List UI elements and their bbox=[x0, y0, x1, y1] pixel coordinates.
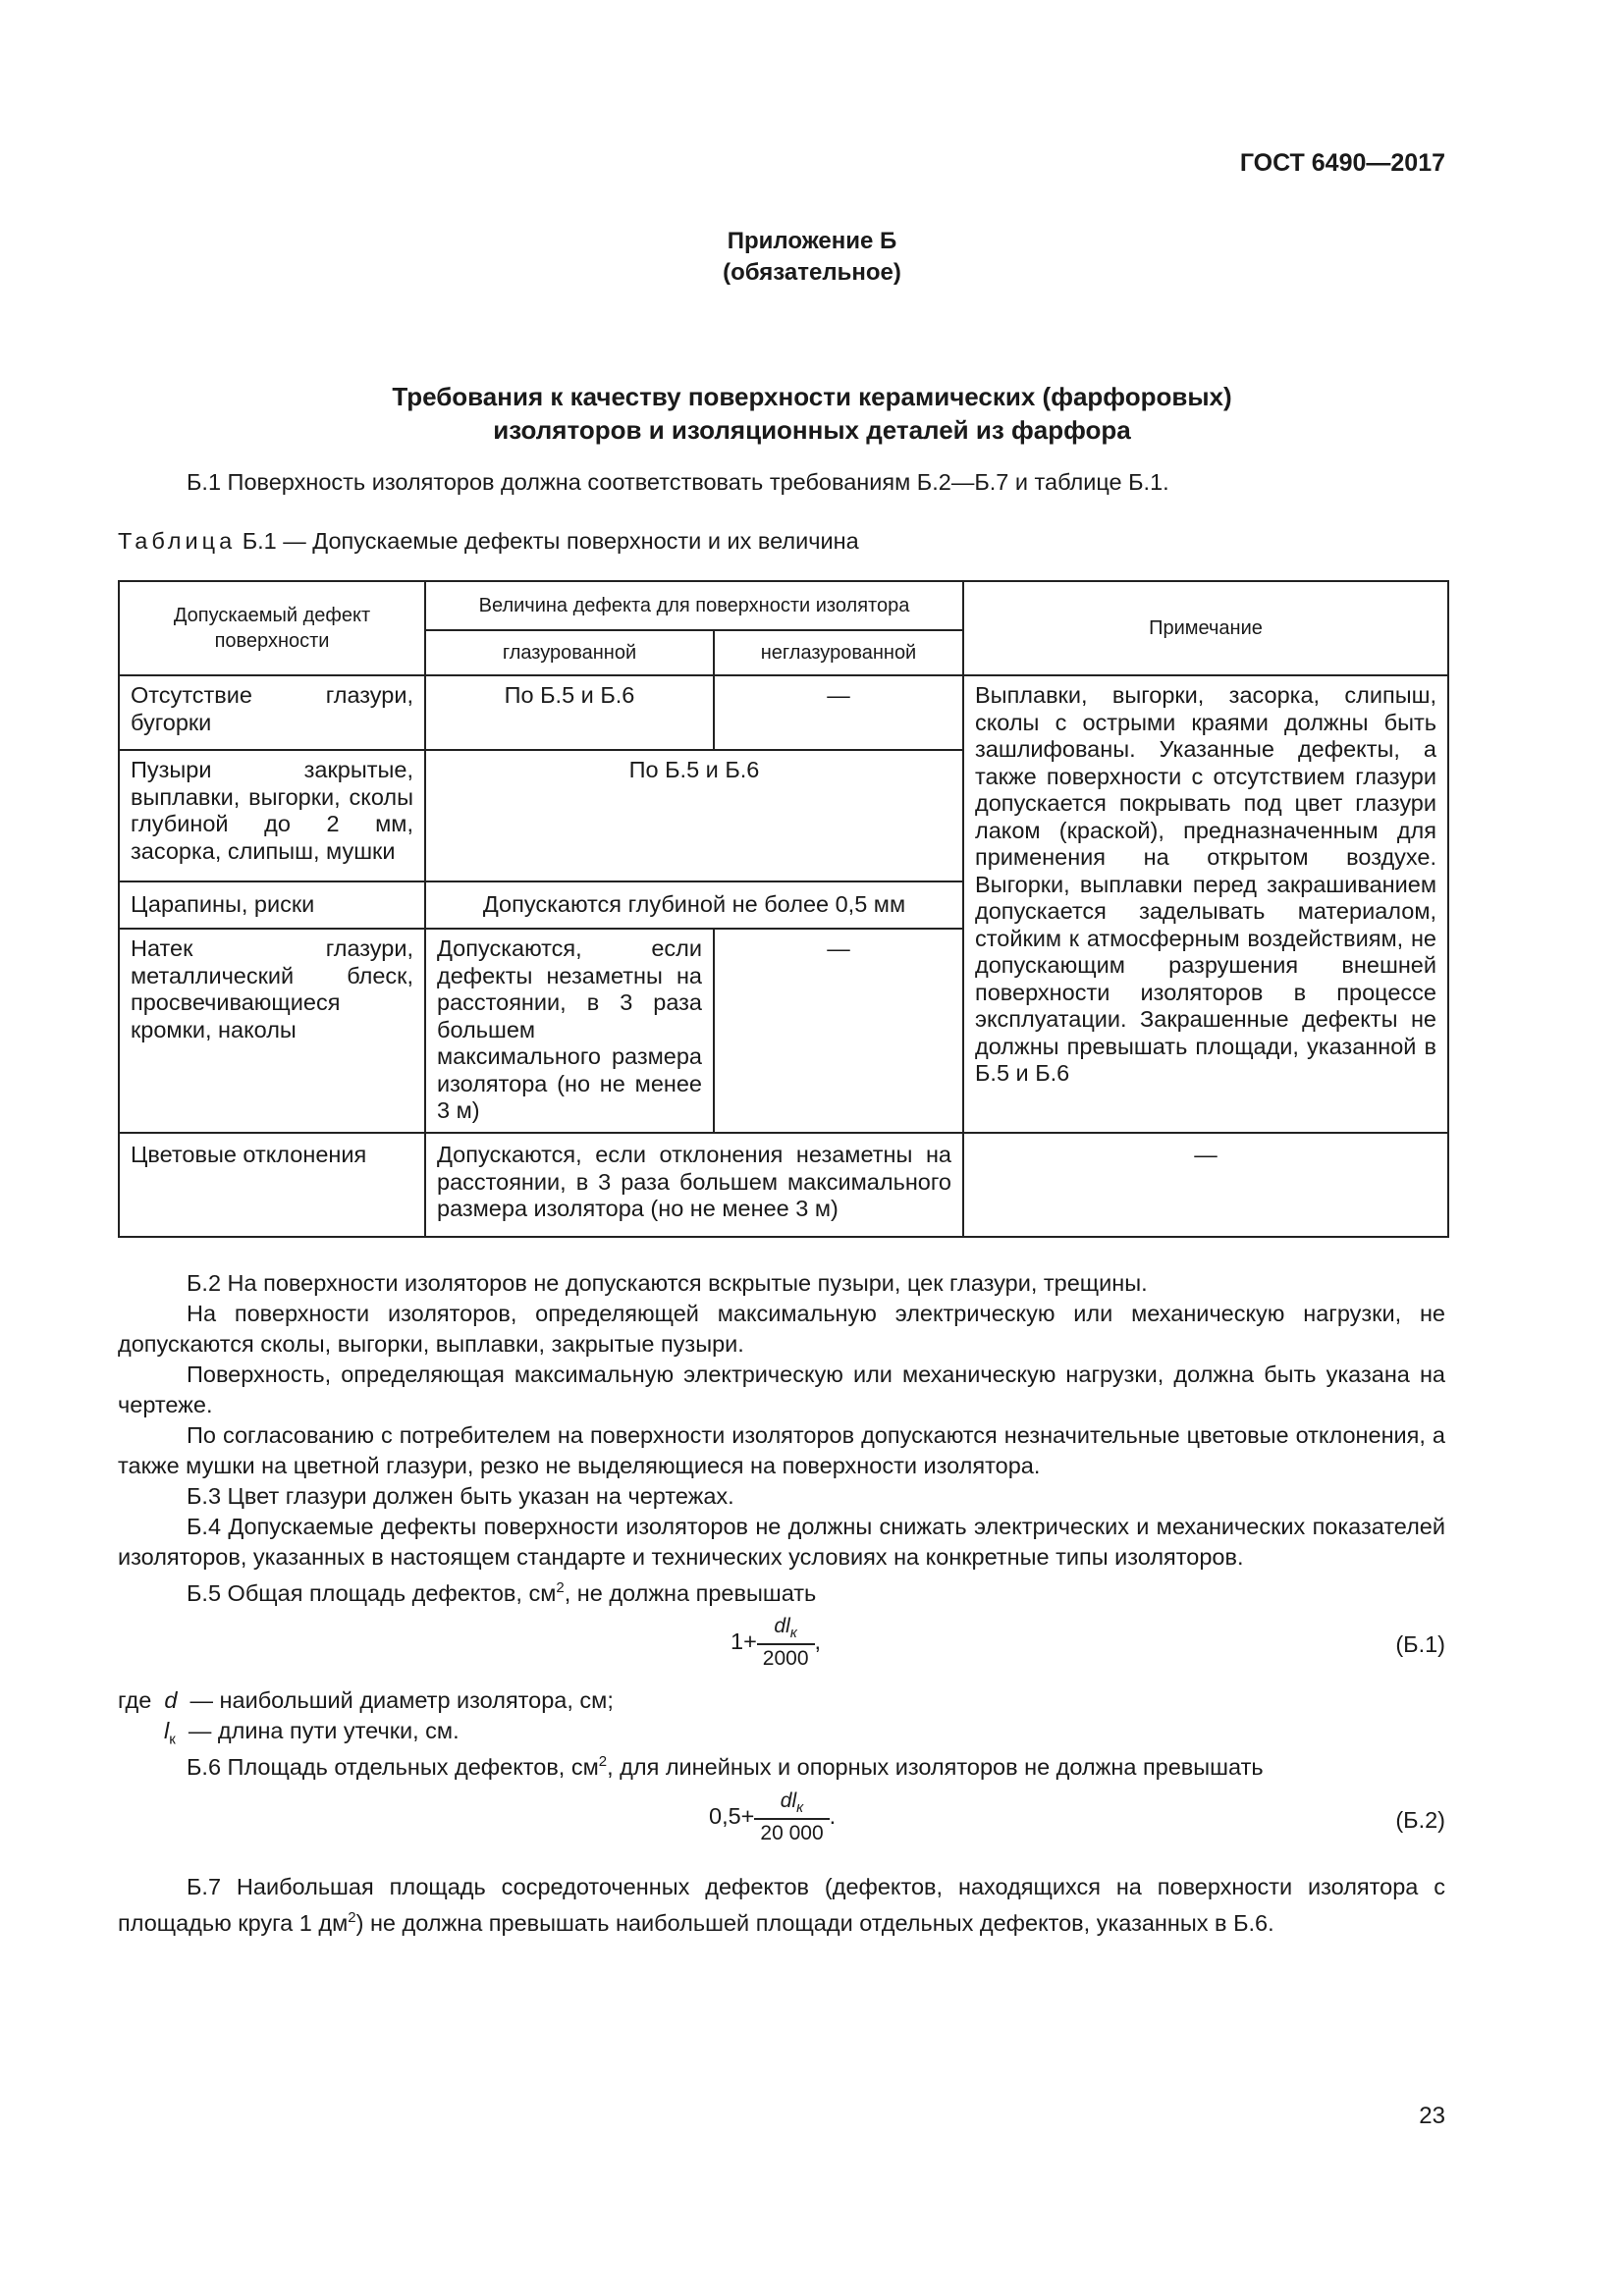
paragraph-b1: Б.1 Поверхность изоляторов должна соответствовать требованиям Б.2—Б.7 и таблице Б.1. bbox=[187, 469, 1169, 495]
cell-defect: Отсутствие глазури, бугорки bbox=[119, 675, 425, 750]
header-unglazed: неглазурованной bbox=[714, 630, 963, 675]
table-row bbox=[119, 675, 1448, 750]
table-caption-text: Б.1 — Допускаемые дефекты поверхности и их величина bbox=[242, 528, 859, 554]
formula-b1-number: (Б.1) bbox=[1395, 1631, 1445, 1657]
header-defect: Допускаемый дефект поверхности bbox=[119, 581, 425, 675]
standard-designation: ГОСТ 6490—2017 bbox=[1239, 149, 1445, 177]
cell-defect: Царапины, риски bbox=[119, 881, 425, 929]
header-note: Примечание bbox=[963, 581, 1448, 675]
cell-defect: Пузыри закрытые, выплавки, выгорки, сколы глубиной до 2 мм, засорка, слипыш, мушки bbox=[119, 750, 425, 881]
appendix-title: Приложение Б bbox=[727, 228, 897, 254]
header-magnitude: Величина дефекта для поверхности изолятора bbox=[425, 581, 963, 630]
where-l: $l_к$ — длина пути утечки, см. bbox=[164, 1718, 460, 1748]
paragraph-b5: Б.5 Общая площадь дефектов, $см^2$, не должна превышать bbox=[187, 1579, 817, 1606]
cell-magnitude-merged: Допускаются, если отклонения незаметны на расстоянии, в 3 раза большем максимального размера изолятора (но не менее 3 м) bbox=[425, 1133, 963, 1237]
cell-magnitude-merged: Допускаются глубиной не более 0,5 мм bbox=[425, 881, 963, 929]
defects-table bbox=[118, 580, 1449, 1238]
paragraph-b2-3: Поверхность, определяющая максимальную электрическую или механическую нагрузки, должна быть указана на чертеже. bbox=[118, 1362, 1445, 1417]
cell-unglazed: — bbox=[714, 929, 963, 1133]
paragraph-b7: Б.7 Наибольшая площадь сосредоточенных дефектов (дефектов, находящихся на поверхности изолятора с площадью круга 1 $дм^2$) не должна превышать наибольшей площади отдельных дефектов, указанных в Б.6. bbox=[118, 1874, 1445, 1936]
formula-b2-number: (Б.2) bbox=[1395, 1807, 1445, 1833]
formula-b2: 0,5+ $\frac{dl_к}{20 000}$ . bbox=[709, 1789, 837, 1845]
cell-note-merged: Выплавки, выгорки, засорка, слипыш, сколы с острыми краями должны быть зашлифованы. Указанные дефекты, а также поверхности с отсутствием глазури допускается покрывать под цвет глазури лаком (краской), предназначенным для применения на открытом воздухе. Выгорки, выплавки перед закрашиванием допускается заделывать материалом, стойким к атмосферным воздействиям, не допускающим разрушения внешней поверхности изоляторов в процессе эксплуатации. Закрашенные дефекты не должны превышать площади, указанной в Б.5 и Б.6 bbox=[963, 675, 1448, 1133]
section-title-line-2: изоляторов и изоляционных деталей из фарфора bbox=[493, 415, 1131, 445]
section-title-line-1: Требования к качеству поверхности керамических (фарфоровых) bbox=[392, 382, 1232, 411]
paragraph-b6: Б.6 Площадь отдельных дефектов, $см^2$, для линейных и опорных изоляторов не должна превышать bbox=[187, 1753, 1264, 1780]
paragraph-b2-2: На поверхности изоляторов, определяющей максимальную электрическую или механическую нагрузки, не допускаются сколы, выгорки, выплавки, закрытые пузыри. bbox=[118, 1301, 1445, 1357]
formula-b1: 1+ $\frac{dl_к}{2000}$ , bbox=[731, 1615, 822, 1671]
cell-note: — bbox=[963, 1133, 1448, 1237]
cell-defect: Натек глазури, металлический блеск, просвечивающиеся кромки, наколы bbox=[119, 929, 425, 1133]
appendix-status: (обязательное) bbox=[723, 259, 901, 286]
paragraph-b2: Б.2 На поверхности изоляторов не допускаются вскрытые пузыри, цек глазури, трещины. bbox=[187, 1270, 1148, 1296]
table-caption-label: Таблица bbox=[118, 528, 237, 554]
cell-defect: Цветовые отклонения bbox=[119, 1133, 425, 1237]
where-d: где d — наибольший диаметр изолятора, см; bbox=[118, 1687, 614, 1713]
cell-unglazed: — bbox=[714, 675, 963, 750]
cell-glazed: Допускаются, если дефекты незаметны на расстоянии, в 3 раза большем максимального размера изолятора (но не менее 3 м) bbox=[425, 929, 714, 1133]
paragraph-b4: Б.4 Допускаемые дефекты поверхности изоляторов не должны снижать электрических и механических показателей изоляторов, указанных в настоящем стандарте и технических условиях на конкретные типы изоляторов. bbox=[118, 1514, 1445, 1570]
paragraph-b3: Б.3 Цвет глазури должен быть указан на чертежах. bbox=[187, 1483, 734, 1509]
page-number: 23 bbox=[1419, 2103, 1445, 2129]
header-glazed: глазурованной bbox=[425, 630, 714, 675]
table-header-row bbox=[119, 581, 1448, 630]
table-row bbox=[119, 1133, 1448, 1237]
cell-magnitude-merged: По Б.5 и Б.6 bbox=[425, 750, 963, 881]
table-caption bbox=[118, 528, 859, 555]
cell-glazed: По Б.5 и Б.6 bbox=[425, 675, 714, 750]
paragraph-b2-4: По согласованию с потребителем на поверхности изоляторов допускаются незначительные цветовые отклонения, а также мушки на цветной глазури, резко не выделяющиеся на поверхности изолятора. bbox=[118, 1422, 1445, 1478]
